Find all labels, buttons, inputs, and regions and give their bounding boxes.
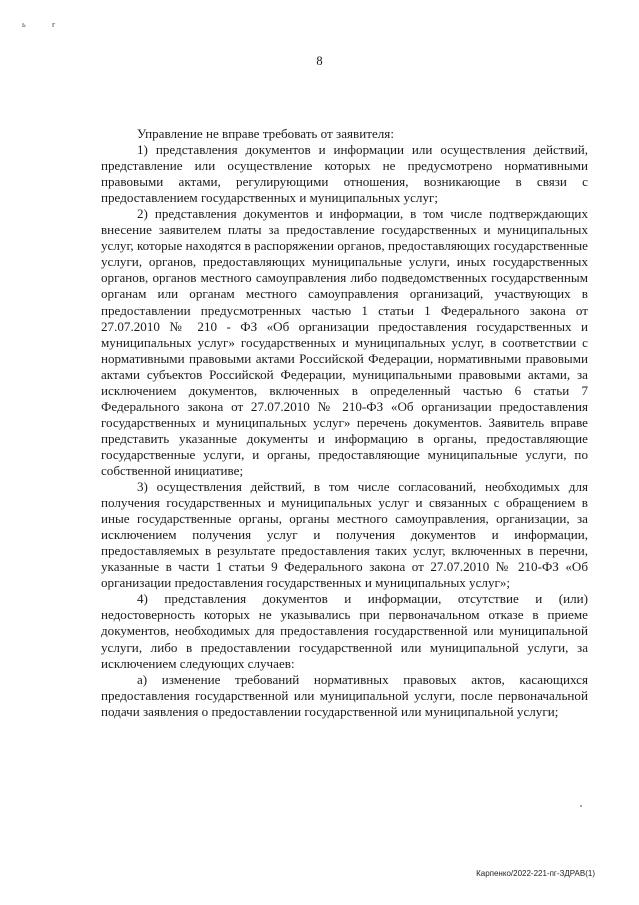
page-number: 8: [316, 54, 323, 68]
scan-speck: [580, 805, 582, 807]
paragraph-item-3: 3) осуществления действий, в том числе согласований, необходимых для получения государственных и муниципальных услуг и связанных с обращением в иные государственные органы, органы местного самоуправления, организации, за исключением получения услуг и получения документов и информации, предоставляемых в результате предоставления таких услуг, включенных в перечни, указанные в части 1 статьи 9 Федерального закона от 27.07.2010 № 210-ФЗ «Об организации предоставления государственных и муниципальных услуг»;: [101, 479, 588, 591]
paragraph-item-4: 4) представления документов и информации, отсутствие и (или) недостоверность которых не указывались при первоначальном отказе в приеме документов, необходимых для предоставления государственной или муниципальной услуги, либо в предоставлении государственной или муниципальной услуги, за исключением следующих случаев:: [101, 591, 588, 671]
scan-mark-left: ь: [22, 20, 26, 29]
document-body: [101, 126, 588, 720]
footer-code: Карпенко/2022-221-пг-ЗДРАВ(1): [476, 869, 595, 878]
scan-mark-right: ғ: [52, 20, 56, 29]
paragraph-subitem-a: а) изменение требований нормативных правовых актов, касающихся предоставления государственной или муниципальной услуги, после первоначальной подачи заявления о предоставлении государственной или муниципальной услуги;: [101, 671, 588, 719]
intro-paragraph: Управление не вправе требовать от заявителя:: [137, 126, 394, 141]
paragraph-item-1: 1) представления документов и информации или осуществления действий, представление или осуществление которых не предусмотрено нормативными правовыми актами, регулирующими отношения, возникающие в связи с предоставлением государственных и муниципальных услуг;: [101, 142, 588, 206]
paragraph-item-2: 2) представления документов и информации, в том числе подтверждающих внесение заявителем платы за предоставление государственных и муниципальных услуг, которые находятся в распоряжении органов, предоставляющих государственные услуги, органов, предоставляющих муниципальные услуги, иных государственных органов, органов местного самоуправления либо подведомственных государственным органам или органам местного самоуправления организаций, участвующих в предоставлении предусмотренных частью 1 статьи 1 Федерального закона от 27.07.2010 № 210 - ФЗ «Об организации предоставления государственных и муниципальных услуг» государственных и муниципальных услуг, в соответствии с нормативными правовыми актами Российской Федерации, нормативными правовыми актами субъектов Российской Федерации, муниципальными правовыми актами, за исключением документов, включенных в определенный частью 6 статьи 7 Федерального закона от 27.07.2010 № 210-ФЗ «Об организации предоставления государственных и муниципальных услуг» перечень документов. Заявитель вправе представить указанные документы и информацию в органы, предоставляющие государственные услуги, и органы, предоставляющие муниципальные услуги, по собственной инициативе;: [101, 206, 588, 478]
